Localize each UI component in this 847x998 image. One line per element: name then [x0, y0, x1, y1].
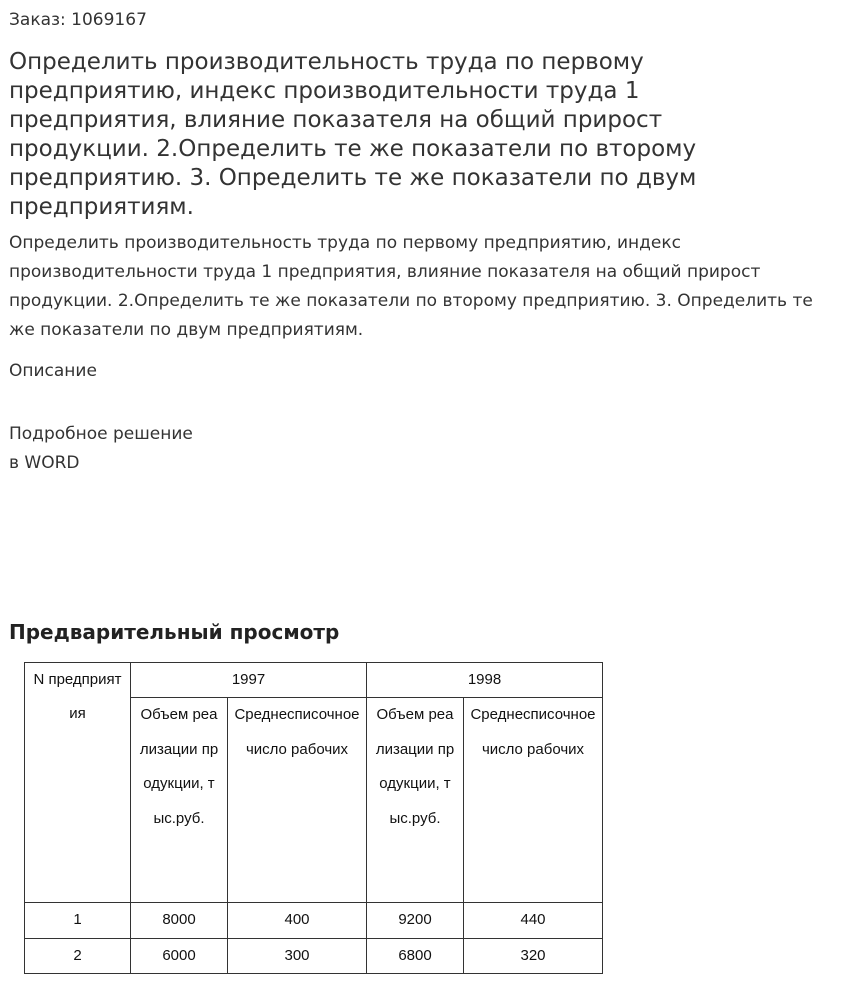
- cell-enterprise: 2: [25, 938, 131, 973]
- cell-workers-1997: 300: [228, 938, 367, 973]
- subheader-volume-1998-label: Объем реализации продукции, тыс.руб.: [375, 706, 455, 827]
- cell-workers-1998: 440: [464, 903, 603, 938]
- cell-enterprise: 1: [25, 903, 131, 938]
- preview-heading: Предварительный просмотр: [9, 620, 340, 644]
- cell-volume-1997: 8000: [131, 903, 228, 938]
- subheader-volume-1998: [367, 698, 464, 903]
- header-enterprise-number: [25, 663, 131, 903]
- table-header-row: [25, 663, 603, 698]
- description-label: Описание: [9, 361, 97, 381]
- solution-line-2: в WORD: [9, 453, 80, 473]
- cell-volume-1998: 9200: [367, 903, 464, 938]
- page-title: Определить производительность труда по первому предприятию, индекс производительности труда 1 предприятия, влияние показателя на общий прирост продукции. 2.Определить те же показатели по второму предприятию. 3. Определить те же показатели по двум предприятиям.: [9, 49, 697, 220]
- solution-line-1: Подробное решение: [9, 424, 193, 444]
- subheader-workers-1998-label: Среднесписочное число рабочих: [470, 706, 596, 758]
- table-row: [25, 903, 603, 938]
- subheader-workers-1997: [228, 698, 367, 903]
- cell-workers-1997: 400: [228, 903, 367, 938]
- header-enterprise-number-label: N предприятия: [33, 671, 122, 723]
- subheader-workers-1998: [464, 698, 603, 903]
- preview-table: [24, 662, 603, 974]
- description-text: Определить производительность труда по первому предприятию, индекс производительности труда 1 предприятия, влияние показателя на общий прирост продукции. 2.Определить те же показатели по второму предприятию. 3. Определить те же показатели по двум предприятиям.: [9, 233, 813, 340]
- header-year-1997: 1997: [131, 663, 367, 698]
- solution-info: [9, 420, 193, 478]
- cell-workers-1998: 320: [464, 938, 603, 973]
- table-row: [25, 938, 603, 973]
- subheader-volume-1997-label: Объем реализации продукции, тыс.руб.: [139, 706, 219, 827]
- cell-volume-1997: 6000: [131, 938, 228, 973]
- subheader-workers-1997-label: Среднесписочное число рабочих: [234, 706, 360, 758]
- header-year-1998: 1998: [367, 663, 603, 698]
- order-number: Заказ: 1069167: [9, 10, 147, 30]
- subheader-volume-1997: [131, 698, 228, 903]
- cell-volume-1998: 6800: [367, 938, 464, 973]
